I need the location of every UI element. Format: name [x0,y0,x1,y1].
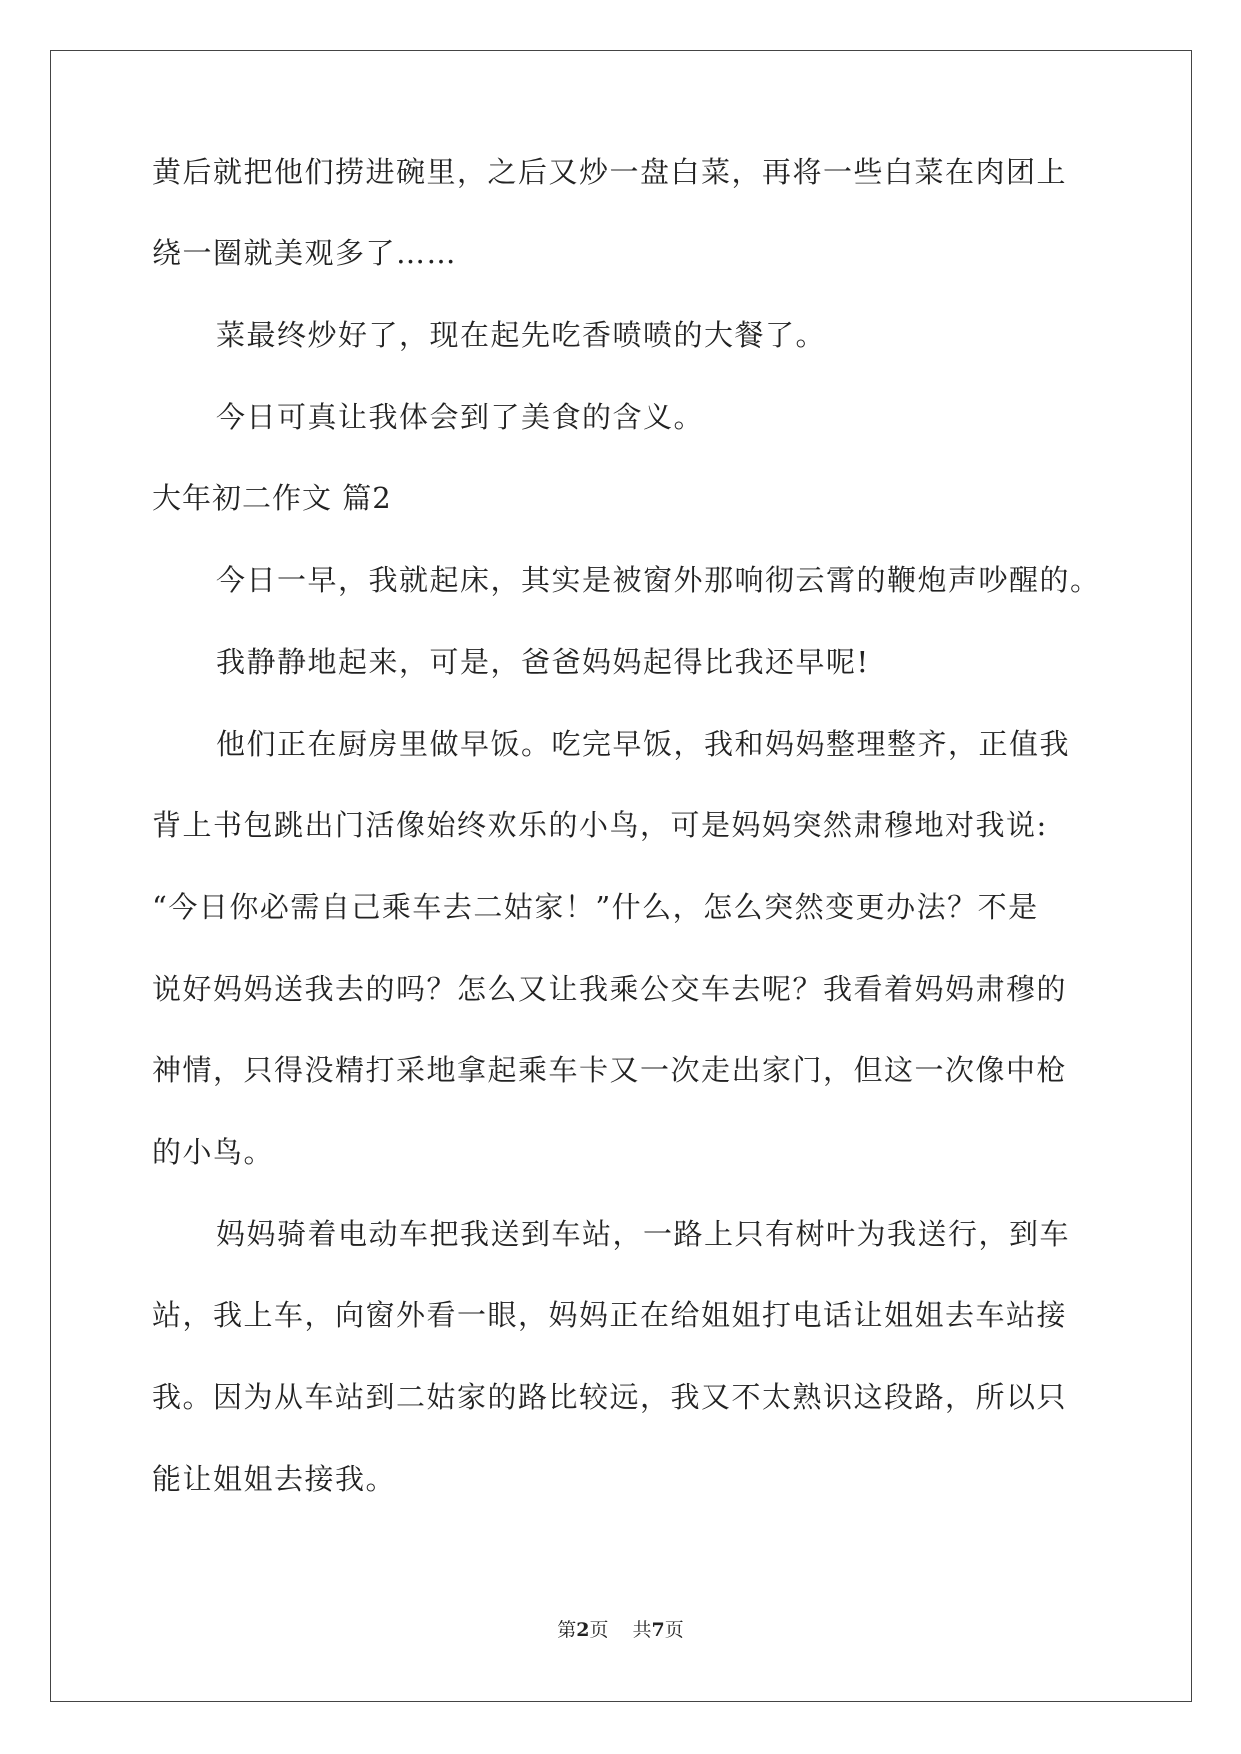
body-text-line: 黄后就把他们捞进碗里，之后又炒一盘白菜，再将一些白菜在肉团上 [152,155,1068,189]
page-border [50,50,1192,1702]
paragraph-line: 菜最终炒好了，现在起先吃香喷喷的大餐了。 [216,318,827,352]
page-prefix: 第 [557,1619,577,1641]
body-text-line: 的小鸟。 [152,1135,275,1169]
body-text-line: “今日你必需自己乘车去二姑家！”什么，怎么突然变更办法？不是 [152,890,1039,924]
page-footer [0,1618,1241,1642]
body-text-line: 说好妈妈送我去的吗？怎么又让我乘公交车去呢？我看着妈妈肃穆的 [152,972,1068,1006]
body-text-line: 绕一圈就美观多了…… [152,236,458,270]
body-text-line: 我。因为从车站到二姑家的路比较远，我又不太熟识这段路，所以只 [152,1380,1068,1414]
body-text-line: 背上书包跳出门活像始终欢乐的小鸟，可是妈妈突然肃穆地对我说: [152,808,1048,842]
page-current: 2 [576,1619,590,1641]
paragraph-line: 我静静地起来，可是，爸爸妈妈起得比我还早呢! [216,645,870,679]
body-text-line: 站，我上车，向窗外看一眼，妈妈正在给姐姐打电话让姐姐去车站接 [152,1298,1068,1332]
paragraph-line: 今日一早，我就起床，其实是被窗外那响彻云霄的鞭炮声吵醒的。 [216,563,1101,597]
page-suffix: 页 [589,1619,609,1641]
page-total: 7 [651,1619,665,1641]
total-suffix: 页 [664,1619,684,1641]
section-heading: 大年初二作文 篇2 [152,481,392,515]
body-text-line: 能让姐姐去接我。 [152,1462,397,1496]
body-text-line: 神情，只得没精打采地拿起乘车卡又一次走出家门，但这一次像中枪 [152,1053,1068,1087]
paragraph-line: 今日可真让我体会到了美食的含义。 [216,400,705,434]
paragraph-line: 他们正在厨房里做早饭。吃完早饭，我和妈妈整理整齐，正值我 [216,727,1071,761]
paragraph-line: 妈妈骑着电动车把我送到车站，一路上只有树叶为我送行，到车 [216,1217,1071,1251]
total-prefix: 共 [632,1619,652,1641]
